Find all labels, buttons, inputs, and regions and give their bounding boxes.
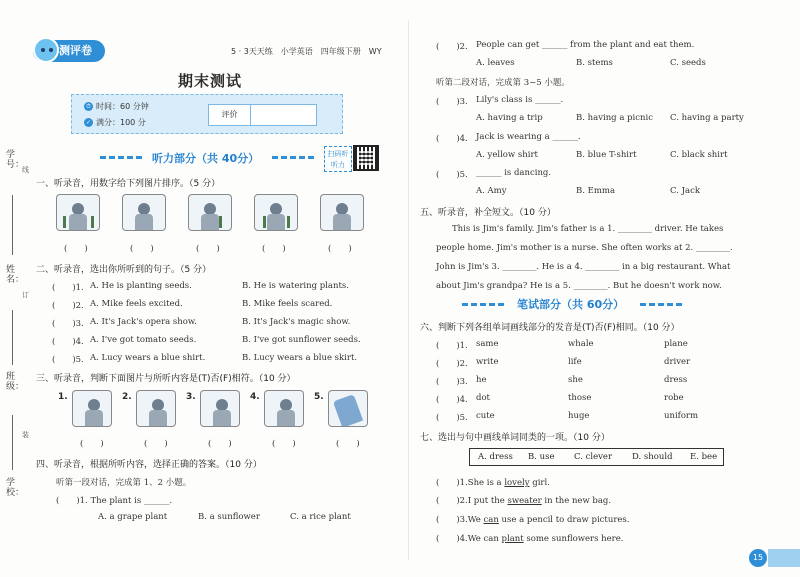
q4-stem: Lily's class is ______. xyxy=(476,95,564,105)
q6-word: she xyxy=(568,375,583,385)
q2-option-b: B. Mike feels scared. xyxy=(242,299,333,309)
name-label: 姓名： xyxy=(6,265,25,285)
q7-option: A. dress xyxy=(478,452,513,462)
q2-option-b: B. It's Jack's magic show. xyxy=(242,317,351,327)
q4-option: A. yellow shirt xyxy=(476,150,538,160)
q4-item-num[interactable]: ( )2. xyxy=(436,42,468,52)
q1-picture-2 xyxy=(122,194,166,231)
page-number: 15 xyxy=(749,549,767,567)
answer-blank[interactable]: ( ) xyxy=(196,244,220,254)
score-info: ✓ 满分：100 分 xyxy=(85,118,146,127)
q3-num: 2. xyxy=(122,392,132,402)
section-decoration xyxy=(272,156,314,159)
q2-item-num[interactable]: ( )3. xyxy=(52,319,84,329)
binding-spine xyxy=(0,0,29,577)
listening-heading: 听力部分（共 40分） xyxy=(152,152,260,165)
cut-mark: 装 xyxy=(22,431,29,439)
q6-word: life xyxy=(568,357,582,367)
spine-line xyxy=(12,310,13,365)
answer-blank[interactable]: ( ) xyxy=(64,244,88,254)
number-label: 学号： xyxy=(6,150,25,170)
q1-picture-3 xyxy=(188,194,232,231)
section-decoration xyxy=(462,303,504,306)
q5-line: about Jim's grandpa? He is a 5. ________. But he doesn't work now. xyxy=(436,281,722,291)
q4-option: C. having a party xyxy=(670,113,744,123)
q2-option-b: B. He is watering plants. xyxy=(242,281,349,291)
q4-option: A. leaves xyxy=(476,58,515,68)
q3-num: 1. xyxy=(58,392,68,402)
q2-option-b: B. Lucy wears a blue skirt. xyxy=(242,353,358,363)
q4-item-num[interactable]: ( )4. xyxy=(436,134,468,144)
cut-mark: 线 xyxy=(22,166,29,174)
q6-word: dot xyxy=(476,393,490,403)
series-label: 5 · 3天天练 小学英语 四年级下册 WY xyxy=(231,47,382,56)
q4-intro-2: 听第二段对话，完成第 3~5 小题。 xyxy=(436,78,570,88)
q2-option-a: A. It's Jack's opera show. xyxy=(90,317,197,327)
q3-title: 三、听录音，判断下面图片与所听内容是(T)否(F)相符。（10 分） xyxy=(36,374,296,384)
q5-line: John is Jim's 3. ________. He is a 4. ________ in a big restaurant. What xyxy=(436,262,731,272)
q2-item-num[interactable]: ( )1. xyxy=(52,283,84,293)
q4-option: A. a grape plant xyxy=(98,512,168,522)
q5-title: 五、听录音，补全短文。（10 分） xyxy=(420,208,556,218)
q3-picture-4 xyxy=(264,390,304,427)
q4-option: A. Amy xyxy=(476,186,507,196)
q6-word: same xyxy=(476,339,499,349)
q1-picture-4 xyxy=(254,194,298,231)
q6-word: dress xyxy=(664,375,688,385)
q4-option: C. black shirt xyxy=(670,150,728,160)
q2-option-a: A. He is planting seeds. xyxy=(90,281,192,291)
q4-option: C. Jack xyxy=(670,186,700,196)
q4-option: B. stems xyxy=(576,58,613,68)
q3-num: 3. xyxy=(186,392,196,402)
q2-option-a: A. Mike feels excited. xyxy=(90,299,183,309)
q6-item-num[interactable]: ( )2. xyxy=(436,359,468,369)
time-info: ⏱ 时间：60 分钟 xyxy=(84,101,149,112)
q3-picture-3 xyxy=(200,390,240,427)
q6-title: 六、判断下列各组单词画线部分的发音是(T)否(F)相同。（10 分） xyxy=(420,323,680,333)
q1-picture-5 xyxy=(320,194,364,231)
written-heading: 笔试部分（共 60分） xyxy=(517,298,625,311)
q6-word: huge xyxy=(568,411,590,421)
q7-option: B. use xyxy=(528,452,555,462)
q4-stem: People can get ______ from the plant and eat them. xyxy=(476,40,695,50)
check-icon: ✓ xyxy=(85,119,92,126)
q5-line: This is Jim's family. Jim's father is a 1. ________ driver. He takes xyxy=(452,224,724,234)
q4-option: B. Emma xyxy=(576,186,616,196)
q2-title: 二、听录音，选出你所听到的句子。（5 分） xyxy=(36,265,212,275)
q4-question-1[interactable]: ( )1. The plant is ______. xyxy=(56,496,173,506)
q4-option: B. a sunflower xyxy=(198,512,260,522)
q6-word: cute xyxy=(476,411,495,421)
q4-title: 四、听录音，根据所听内容，选择正确的答案。（10 分） xyxy=(36,460,262,470)
qr-code-icon[interactable] xyxy=(353,145,379,171)
test-badge: 测评卷 xyxy=(33,40,105,62)
mascot-icon xyxy=(33,37,59,63)
answer-blank[interactable]: ( ) xyxy=(208,439,232,449)
answer-blank[interactable]: ( ) xyxy=(272,439,296,449)
q4-option: B. blue T-shirt xyxy=(576,150,637,160)
q6-item-num[interactable]: ( )3. xyxy=(436,377,468,387)
q4-intro: 听第一段对话，完成第 1、2 小题。 xyxy=(56,478,192,488)
q4-option: C. a rice plant xyxy=(290,512,351,522)
q6-word: whale xyxy=(568,339,594,349)
page-title: 期末测试 xyxy=(178,72,243,90)
q4-option: A. having a trip xyxy=(476,113,543,123)
q5-line: people home. Jim's mother is a nurse. She often works at 2. ________. xyxy=(436,243,733,253)
q3-picture-1 xyxy=(72,390,112,427)
q3-picture-5 xyxy=(328,390,368,427)
q2-item-num[interactable]: ( )2. xyxy=(52,301,84,311)
q6-item-num[interactable]: ( )5. xyxy=(436,413,468,423)
q4-stem: ______ is dancing. xyxy=(476,168,552,178)
q4-item-num[interactable]: ( )3. xyxy=(436,97,468,107)
q4-item-num[interactable]: ( )5. xyxy=(436,170,468,180)
school-label: 学校： xyxy=(6,478,25,498)
q3-num: 5. xyxy=(314,392,324,402)
section-decoration xyxy=(100,156,142,159)
q3-picture-2 xyxy=(136,390,176,427)
q2-option-b: B. I've got sunflower seeds. xyxy=(242,335,361,345)
q7-item[interactable]: ( )3.We can use a pencil to draw pictures. xyxy=(436,515,630,525)
q6-word: those xyxy=(568,393,592,403)
q7-option: C. clever xyxy=(574,452,613,462)
scan-tag: 扫码听听力 xyxy=(324,146,352,172)
q4-stem: Jack is wearing a ______. xyxy=(476,132,581,142)
q6-word: robe xyxy=(664,393,684,403)
q6-word: he xyxy=(476,375,487,385)
class-label: 班级： xyxy=(6,372,25,392)
answer-blank[interactable]: ( ) xyxy=(130,244,154,254)
q7-word-box xyxy=(469,448,724,466)
q3-num: 4. xyxy=(250,392,260,402)
q4-option: C. seeds xyxy=(670,58,706,68)
answer-blank[interactable]: ( ) xyxy=(144,439,168,449)
q1-title: 一、听录音，用数字给下列图片排序。（5 分） xyxy=(36,179,221,189)
q6-word: plane xyxy=(664,339,688,349)
q7-option: E. bee xyxy=(690,452,718,462)
q7-item[interactable]: ( )1.She is a lovely girl. xyxy=(436,478,550,488)
q2-option-a: A. I've got tomato seeds. xyxy=(90,335,197,345)
q2-item-num[interactable]: ( )4. xyxy=(52,337,84,347)
corner-decoration xyxy=(768,549,800,567)
q6-word: write xyxy=(476,357,499,367)
q7-title: 七、选出与句中画线单词同类的一项。（10 分） xyxy=(420,433,610,443)
q7-option: D. should xyxy=(632,452,673,462)
rating-label: 评价 xyxy=(209,105,251,125)
q4-option: B. having a picnic xyxy=(576,113,653,123)
page-divider xyxy=(408,20,409,560)
answer-blank[interactable]: ( ) xyxy=(262,244,286,254)
spine-line xyxy=(12,195,13,255)
q1-picture-1 xyxy=(56,194,100,231)
q6-item-num[interactable]: ( )4. xyxy=(436,395,468,405)
q2-item-num[interactable]: ( )5. xyxy=(52,355,84,365)
section-decoration xyxy=(640,303,682,306)
answer-blank[interactable]: ( ) xyxy=(328,244,352,254)
answer-blank[interactable]: ( ) xyxy=(80,439,104,449)
q7-item[interactable]: ( )4.We can plant some sunflowers here. xyxy=(436,534,624,544)
q6-word: uniform xyxy=(664,411,699,421)
q2-option-a: A. Lucy wears a blue shirt. xyxy=(90,353,206,363)
q6-word: driver xyxy=(664,357,691,367)
q6-item-num[interactable]: ( )1. xyxy=(436,341,468,351)
spine-line xyxy=(12,415,13,470)
clock-icon: ⏱ xyxy=(84,102,93,111)
answer-blank[interactable]: ( ) xyxy=(336,439,360,449)
q7-item[interactable]: ( )2.I put the sweater in the new bag. xyxy=(436,496,612,506)
rating-box xyxy=(208,104,317,126)
cut-mark: 订 xyxy=(22,291,29,299)
